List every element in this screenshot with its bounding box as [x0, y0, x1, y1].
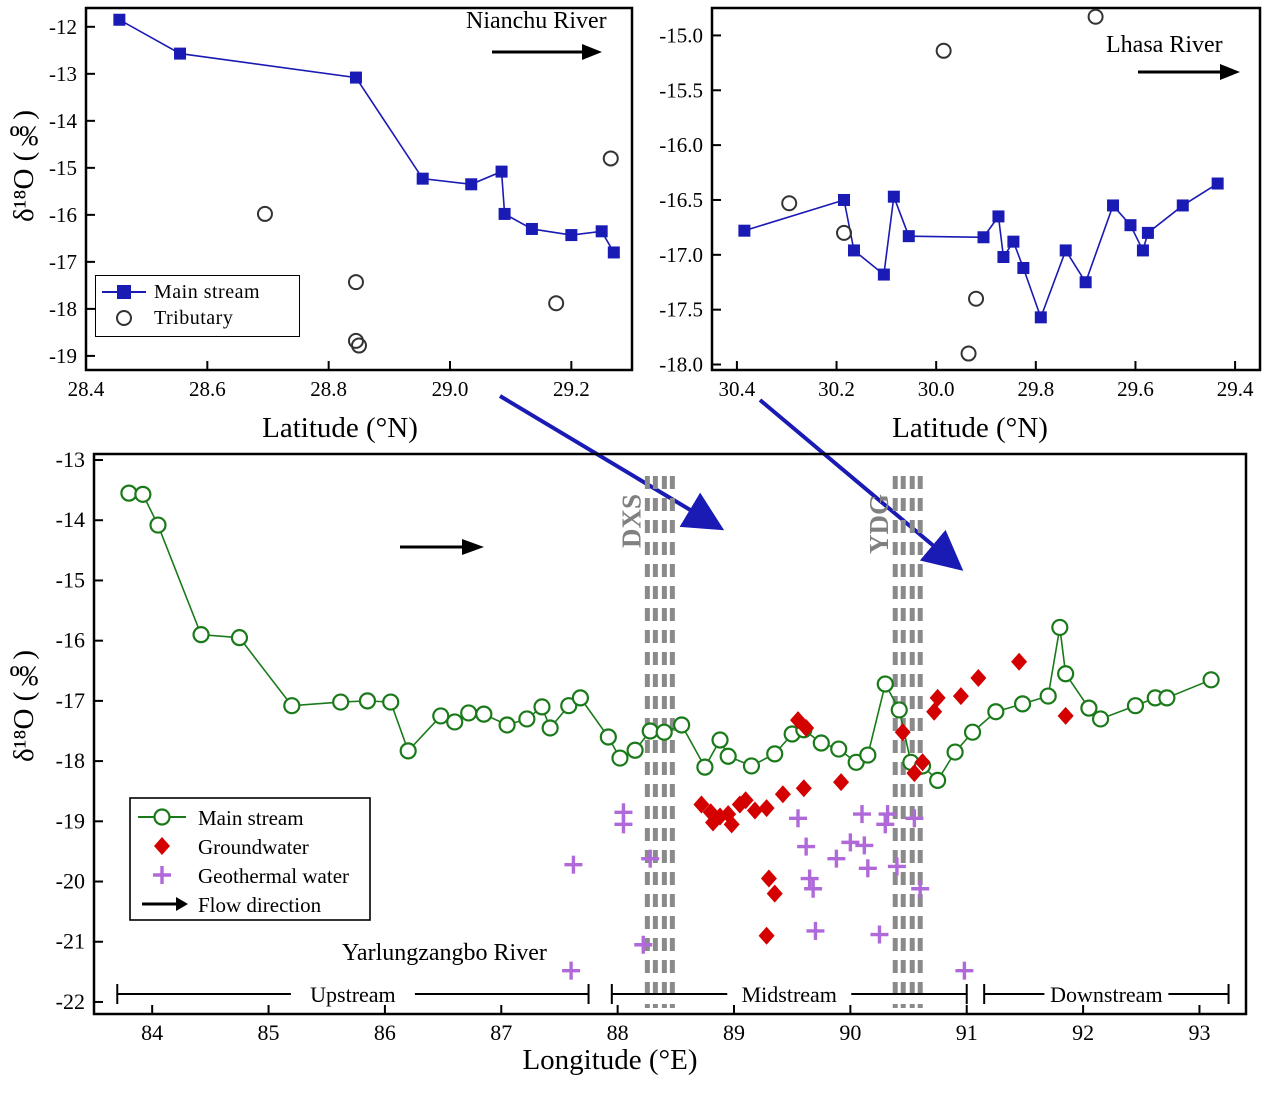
- svg-text:-18: -18: [49, 296, 77, 321]
- nianchu-legend: [95, 275, 300, 337]
- svg-text:93: 93: [1188, 1020, 1211, 1040]
- svg-text:29.0: 29.0: [431, 377, 469, 400]
- svg-text:-16.0: -16.0: [659, 133, 703, 158]
- svg-text:-15: -15: [49, 155, 77, 180]
- segment-label: Downstream: [1050, 982, 1163, 1007]
- svg-text:90: 90: [839, 1020, 862, 1040]
- svg-text:-20: -20: [55, 868, 85, 894]
- open-circle-icon: [102, 309, 146, 327]
- legend-label: Flow direction: [198, 893, 322, 917]
- svg-text:30.4: 30.4: [718, 377, 756, 400]
- legend-label: Tributary: [154, 306, 234, 329]
- lhasa-river-title: Lhasa River: [1106, 32, 1223, 58]
- legend-label: Main stream: [154, 280, 261, 303]
- svg-text:-16.5: -16.5: [659, 187, 703, 212]
- legend-row-main-stream: [96, 279, 299, 305]
- yarlung-river-title: Yarlungzangbo River: [342, 940, 547, 966]
- svg-text:29.4: 29.4: [1216, 377, 1254, 400]
- svg-text:-13: -13: [55, 447, 85, 473]
- segment-label: Upstream: [310, 982, 396, 1007]
- svg-text:-14: -14: [55, 507, 85, 533]
- legend-label: Groundwater: [198, 835, 309, 859]
- svg-text:-17: -17: [49, 249, 77, 274]
- dam-label-dxs: DXS: [616, 494, 647, 549]
- svg-text:92: 92: [1072, 1020, 1095, 1040]
- svg-text:-21: -21: [55, 928, 85, 954]
- svg-text:28.6: 28.6: [188, 377, 226, 400]
- svg-text:-17.0: -17.0: [659, 242, 703, 267]
- nianchu-flow-arrow-icon: [490, 40, 610, 64]
- yarlung-y-axis-label: δ¹⁸O (‰): [8, 650, 40, 762]
- svg-text:-12: -12: [49, 14, 77, 39]
- svg-text:-22: -22: [55, 988, 85, 1014]
- svg-text:30.0: 30.0: [917, 377, 955, 400]
- svg-text:28.4: 28.4: [67, 377, 105, 400]
- svg-text:29.2: 29.2: [552, 377, 590, 400]
- legend-label: Geothermal water: [198, 864, 350, 888]
- nianchu-y-axis-label: δ¹⁸O (‰): [8, 110, 40, 222]
- svg-text:-19: -19: [49, 343, 77, 368]
- svg-text:89: 89: [723, 1020, 745, 1040]
- filled-square-icon: [102, 283, 146, 301]
- legend-label: Main stream: [198, 806, 304, 830]
- svg-text:-16: -16: [55, 627, 85, 653]
- svg-text:30.2: 30.2: [818, 377, 855, 400]
- legend-row-tributary: [96, 305, 299, 331]
- svg-text:-19: -19: [55, 808, 85, 834]
- svg-text:29.8: 29.8: [1017, 377, 1055, 400]
- svg-text:87: 87: [490, 1020, 513, 1040]
- svg-text:-16: -16: [49, 202, 77, 227]
- lhasa-flow-arrow-icon: [1136, 60, 1246, 84]
- svg-text:86: 86: [373, 1020, 396, 1040]
- svg-text:91: 91: [955, 1020, 978, 1040]
- svg-text:-15: -15: [55, 567, 85, 593]
- svg-text:-15.5: -15.5: [659, 78, 703, 103]
- svg-text:-14: -14: [49, 108, 77, 133]
- dam-label-ydg: YDG: [864, 494, 895, 554]
- svg-text:-15.0: -15.0: [659, 23, 703, 48]
- segment-label: Midstream: [741, 982, 837, 1007]
- yarlungzangbo-plot: [0, 440, 1269, 1040]
- yarlung-x-axis-label: Longitude (°E): [522, 1044, 698, 1076]
- svg-text:84: 84: [141, 1020, 164, 1040]
- nianchu-river-title: Nianchu River: [466, 8, 607, 34]
- svg-text:28.8: 28.8: [310, 377, 348, 400]
- svg-text:88: 88: [606, 1020, 629, 1040]
- svg-text:85: 85: [257, 1020, 280, 1040]
- lhasa-x-axis-label: Latitude (°N): [892, 412, 1048, 444]
- svg-text:-17: -17: [55, 687, 85, 713]
- svg-text:29.6: 29.6: [1117, 377, 1154, 400]
- svg-text:-17.5: -17.5: [659, 297, 703, 322]
- yarlungzangbo-panel: [0, 440, 1269, 1098]
- svg-text:-13: -13: [49, 61, 77, 86]
- svg-text:-18.0: -18.0: [659, 352, 703, 377]
- svg-text:-18: -18: [55, 748, 85, 774]
- nianchu-x-axis-label: Latitude (°N): [262, 412, 418, 444]
